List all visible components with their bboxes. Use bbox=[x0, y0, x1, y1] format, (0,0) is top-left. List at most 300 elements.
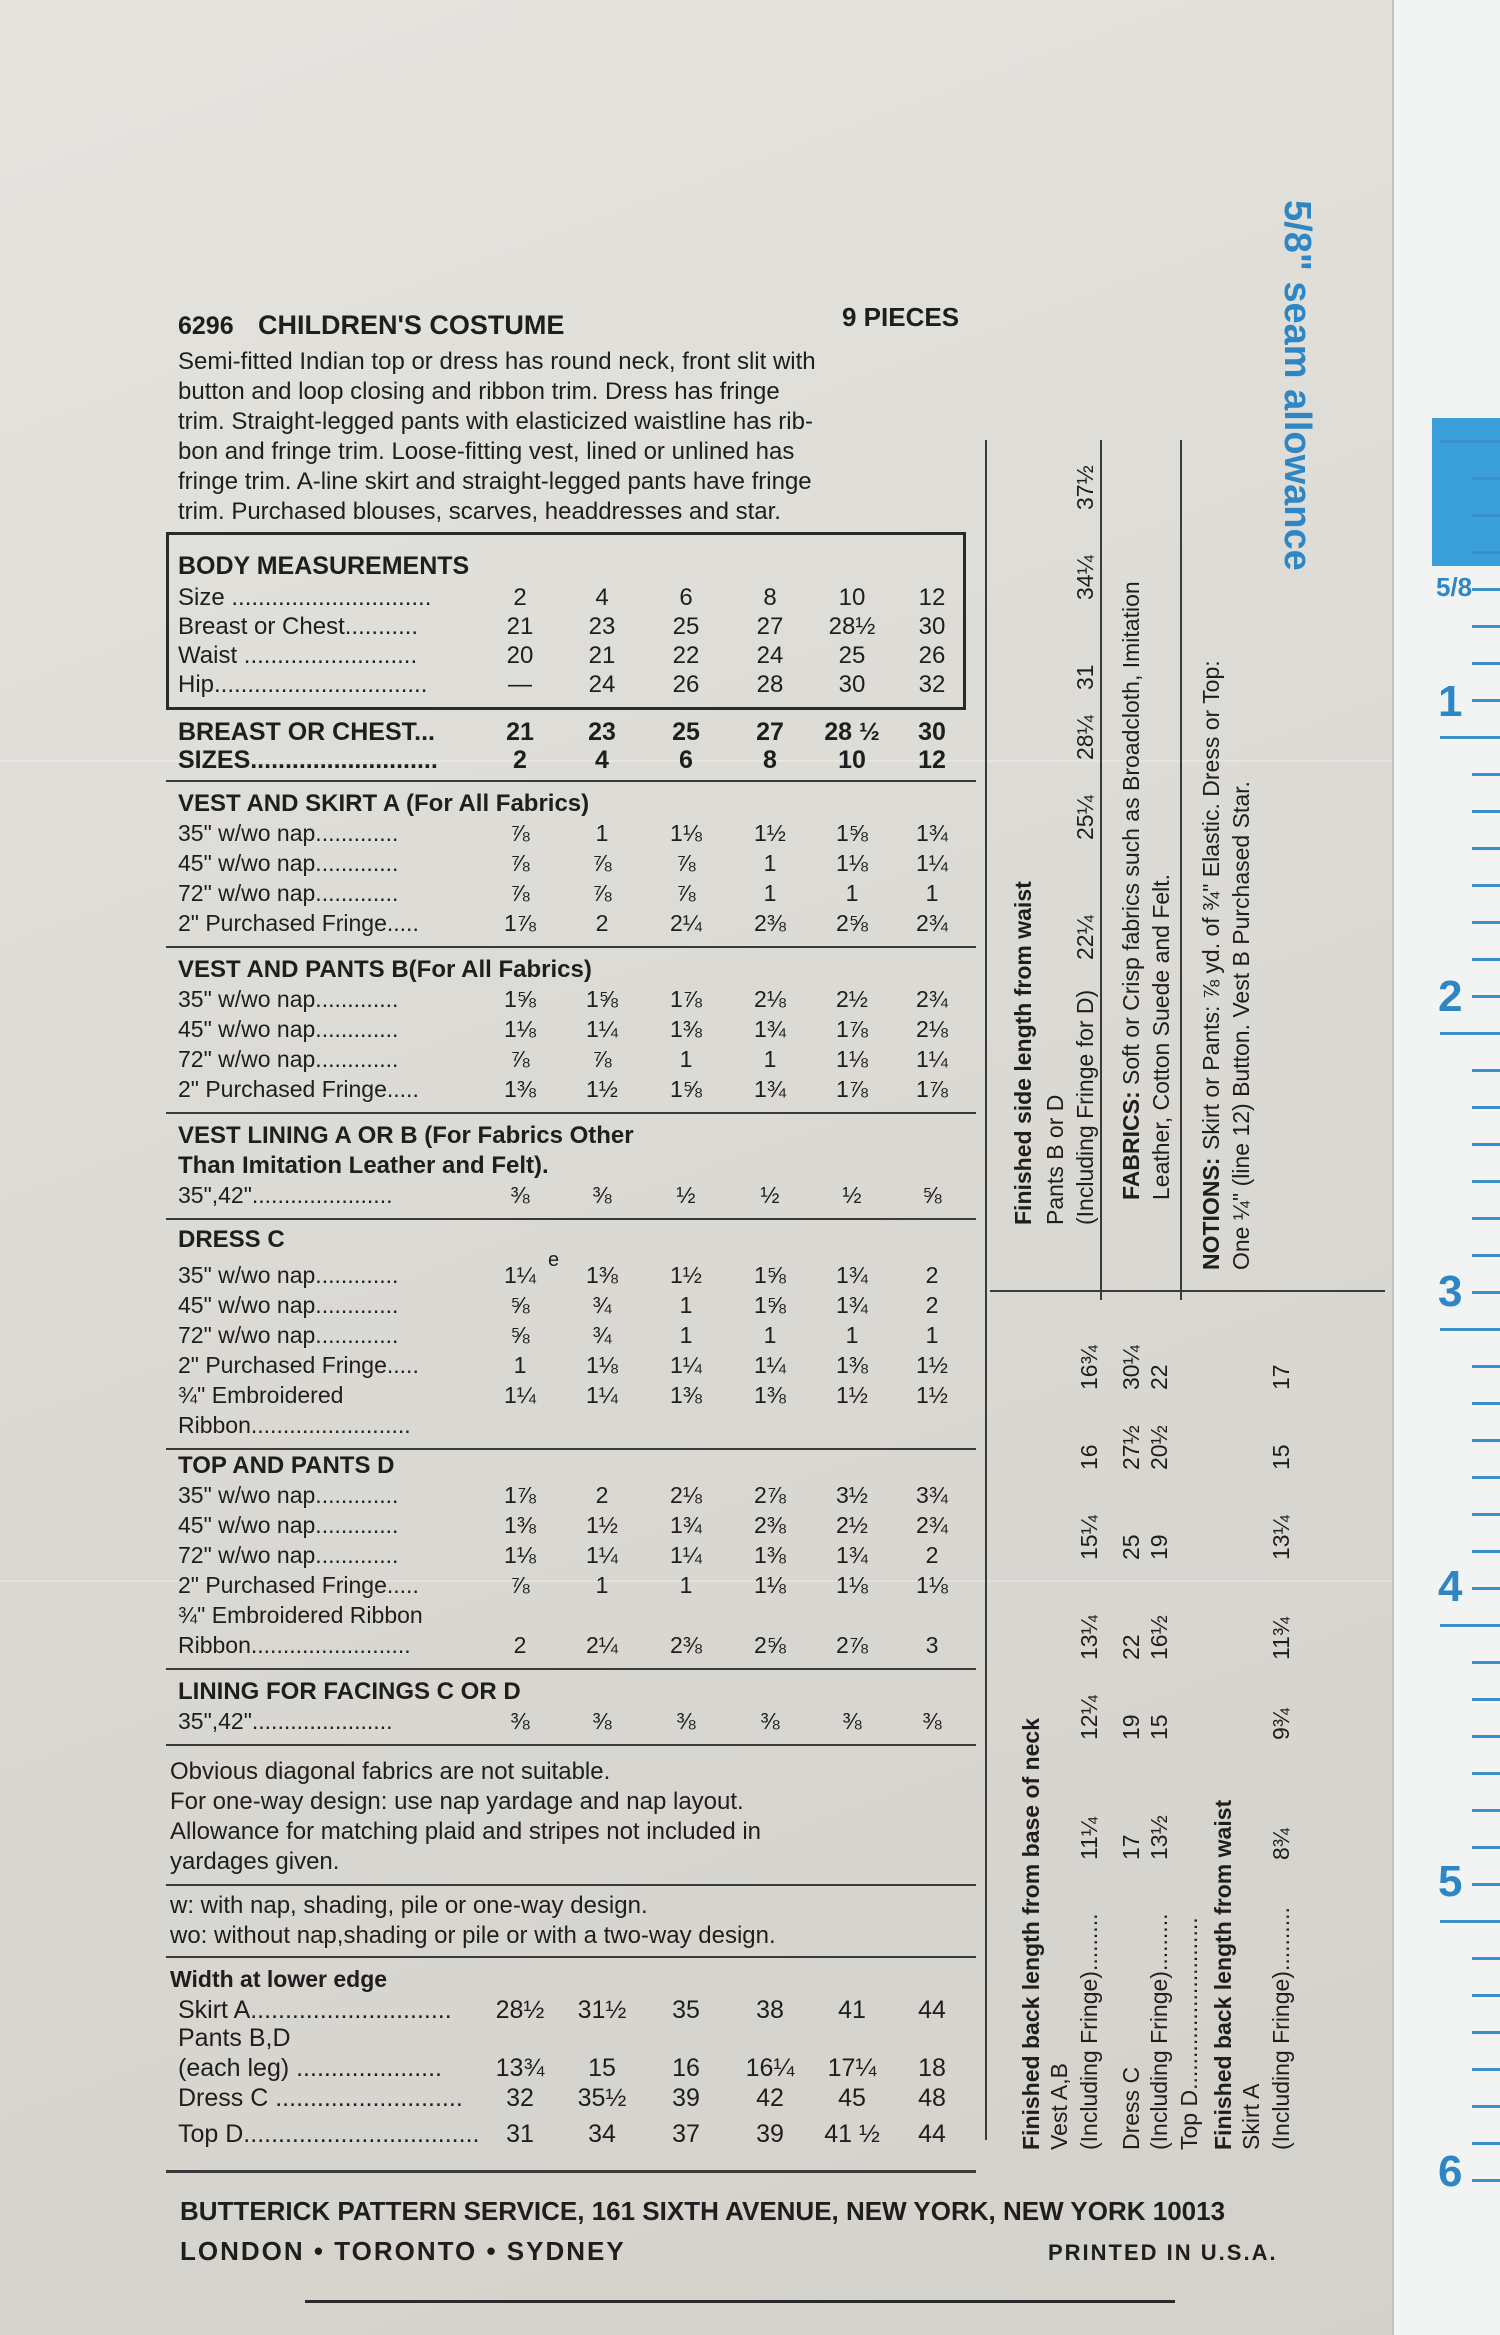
ruler-tick bbox=[1472, 921, 1500, 924]
row-label: 35",42"...................... bbox=[178, 1708, 393, 1734]
skirt-value: 8¾ bbox=[1268, 1828, 1294, 1860]
vest-value: 13¼ bbox=[1076, 1615, 1102, 1660]
row-label: ¾" Embroidered bbox=[178, 1382, 344, 1408]
cell-value: ¾ bbox=[592, 1292, 612, 1318]
cell-value: 2⅜ bbox=[754, 1512, 786, 1538]
cell-value: ⅜ bbox=[760, 1708, 780, 1734]
cell-value: 31 bbox=[506, 2120, 534, 2148]
pants-value: 37½ bbox=[1072, 465, 1098, 510]
cell-value: 1¼ bbox=[504, 1262, 536, 1288]
ruler-tick bbox=[1472, 2031, 1500, 2034]
cell-value: 2 bbox=[513, 746, 527, 774]
cell-value: 1¼ bbox=[754, 1352, 786, 1378]
cell-value: ⅞ bbox=[676, 880, 696, 906]
cell-value: ⅝ bbox=[510, 1322, 530, 1348]
cell-value: 1½ bbox=[836, 1382, 868, 1408]
cell-value: 28½ bbox=[495, 1996, 545, 2024]
cell-value: ⅞ bbox=[510, 1046, 530, 1072]
cell-value: 25 bbox=[672, 613, 700, 640]
cell-value: 39 bbox=[756, 2120, 784, 2148]
ruler-tick bbox=[1472, 1772, 1500, 1775]
cell-value: 1⅜ bbox=[504, 1512, 536, 1538]
ruler-tick bbox=[1472, 773, 1500, 776]
pants-value: 34¼ bbox=[1072, 555, 1098, 600]
cell-value: 13¾ bbox=[495, 2054, 545, 2082]
cell-value: 1⅜ bbox=[670, 1382, 702, 1408]
footer-rule bbox=[166, 2170, 976, 2173]
skirt-value: 15 bbox=[1268, 1444, 1294, 1470]
cell-value: ⅞ bbox=[592, 880, 612, 906]
side-waist-title: Finished side length from waist bbox=[1010, 881, 1036, 1225]
section-title: DRESS C bbox=[178, 1226, 285, 1253]
ruler-tick bbox=[1472, 625, 1500, 628]
cell-value: ⅜ bbox=[842, 1708, 862, 1734]
cell-value: 1¼ bbox=[586, 1382, 618, 1408]
cell-value: 1 bbox=[513, 1352, 527, 1378]
cell-value: 1⅞ bbox=[504, 1482, 536, 1508]
cell-value: 2¾ bbox=[916, 986, 948, 1012]
ruler-tick bbox=[1472, 1143, 1500, 1146]
cell-value: 28 ½ bbox=[824, 718, 880, 746]
ruler-tick bbox=[1472, 588, 1500, 591]
skirt-sub: (Including Fringe).......... bbox=[1268, 1907, 1294, 2150]
description-line: button and loop closing and ribbon trim. Dress has fringe bbox=[178, 378, 780, 405]
panel-divider bbox=[985, 440, 987, 2140]
cell-value: 1⅛ bbox=[586, 1352, 618, 1378]
cell-value: 1⅜ bbox=[670, 1016, 702, 1042]
cell-value: 1 bbox=[925, 880, 939, 906]
cell-value: 1 bbox=[679, 1572, 693, 1598]
pants-value: 28¼ bbox=[1072, 715, 1098, 760]
ruler-tick bbox=[1472, 2068, 1500, 2071]
ruler-tick bbox=[1472, 477, 1500, 480]
ruler-number-6: 6 bbox=[1438, 2147, 1463, 2196]
ruler-tick bbox=[1472, 1476, 1500, 1479]
row-label: 35" w/wo nap............. bbox=[178, 1482, 399, 1508]
cell-value: 8 bbox=[763, 746, 777, 774]
cell-value: 44 bbox=[918, 2120, 946, 2148]
section-rule bbox=[166, 780, 976, 782]
section-title: TOP AND PANTS D bbox=[178, 1452, 395, 1479]
cell-value: ⅞ bbox=[510, 1572, 530, 1598]
cell-value: 2 bbox=[513, 1632, 527, 1658]
cell-value: 1⅞ bbox=[916, 1076, 948, 1102]
cell-value: 10 bbox=[838, 584, 866, 611]
cell-value: 1⅜ bbox=[836, 1352, 868, 1378]
ruler-tick bbox=[1440, 736, 1500, 739]
row-label: Pants B,D bbox=[178, 2024, 291, 2052]
cell-value: 2 bbox=[925, 1262, 939, 1288]
cell-value: 1¾ bbox=[916, 820, 948, 846]
cell-value: 15 bbox=[588, 2054, 616, 2082]
row-label: Dress C ........................... bbox=[178, 2084, 463, 2112]
notions-text1: Skirt or Pants: ⅞ yd. of ¾" Elastic. Dress or Top: bbox=[1198, 660, 1224, 1150]
ruler-number-4: 4 bbox=[1438, 1562, 1463, 1611]
ruler-tick bbox=[1440, 1624, 1500, 1627]
cell-value: 2½ bbox=[836, 986, 868, 1012]
cell-value: 1⅛ bbox=[836, 1046, 868, 1072]
row-label: 45" w/wo nap............. bbox=[178, 1512, 399, 1538]
cell-value: ⅝ bbox=[922, 1182, 942, 1208]
cell-value: 35 bbox=[672, 1996, 700, 2024]
cell-value: 1 bbox=[763, 1046, 777, 1072]
cell-value: 2⅝ bbox=[836, 910, 868, 936]
section-title: VEST AND SKIRT A (For All Fabrics) bbox=[178, 790, 590, 817]
cell-value: ⅞ bbox=[510, 850, 530, 876]
cell-value: 1 bbox=[925, 1322, 939, 1348]
ruler-number-1: 1 bbox=[1438, 677, 1463, 726]
ruler-tick bbox=[1472, 551, 1500, 554]
cell-value: 1 bbox=[845, 1322, 859, 1348]
dress-value: 22 bbox=[1118, 1634, 1144, 1660]
description-line: fringe trim. A-line skirt and straight-legged pants have fringe bbox=[178, 468, 812, 495]
ruler-tick bbox=[1472, 1291, 1500, 1294]
cell-value: 1⅝ bbox=[836, 820, 868, 846]
cell-value: 1 bbox=[595, 820, 609, 846]
cell-value: 1¾ bbox=[836, 1262, 868, 1288]
cell-value: ⅜ bbox=[592, 1182, 612, 1208]
dress-value: 27½ bbox=[1118, 1425, 1144, 1470]
note-line: yardages given. bbox=[170, 1848, 340, 1875]
wle-title: Width at lower edge bbox=[170, 1966, 388, 1992]
section-rule bbox=[166, 1744, 976, 1746]
cell-value: 1½ bbox=[670, 1262, 702, 1288]
footer-printed: PRINTED IN U.S.A. bbox=[1048, 2240, 1278, 2265]
cell-value: 27 bbox=[756, 718, 784, 746]
cell-value: 1⅛ bbox=[670, 820, 702, 846]
note-line: For one-way design: use nap yardage and nap layout. bbox=[170, 1788, 744, 1815]
note-line: Allowance for matching plaid and stripes not included in bbox=[170, 1818, 762, 1845]
cell-value: ⅜ bbox=[510, 1182, 530, 1208]
footer-address: BUTTERICK PATTERN SERVICE, 161 SIXTH AVENUE, NEW YORK, NEW YORK 10013 bbox=[180, 2196, 1226, 2226]
cell-value: 1⅝ bbox=[754, 1262, 786, 1288]
section-title: VEST LINING A OR B (For Fabrics Other bbox=[178, 1122, 634, 1149]
ruler-tick bbox=[1472, 1254, 1500, 1257]
cell-value: 1⅞ bbox=[670, 986, 702, 1012]
section-rule bbox=[166, 1218, 976, 1220]
row-label: 2" Purchased Fringe..... bbox=[178, 1572, 419, 1598]
row-label: (each leg) ..................... bbox=[178, 2054, 442, 2082]
cell-value: 2¼ bbox=[670, 910, 702, 936]
pants-value: 31 bbox=[1072, 664, 1098, 690]
cell-value: 24 bbox=[588, 671, 616, 698]
cell-value: 2 bbox=[595, 1482, 609, 1508]
row-label: 72" w/wo nap............. bbox=[178, 1046, 399, 1072]
cell-value: 30 bbox=[838, 671, 866, 698]
row-label: 45" w/wo nap............. bbox=[178, 1016, 399, 1042]
cell-value: 41 ½ bbox=[824, 2120, 880, 2148]
ruler-tick bbox=[1472, 1957, 1500, 1960]
cell-value: 1 bbox=[679, 1322, 693, 1348]
notes-rule bbox=[166, 1956, 976, 1958]
side-rule bbox=[990, 1290, 1385, 1292]
top-value: 20½ bbox=[1146, 1425, 1172, 1470]
cell-value: ¾ bbox=[592, 1322, 612, 1348]
skirt-value: 11¾ bbox=[1268, 1616, 1294, 1660]
cell-value: 1⅜ bbox=[504, 1076, 536, 1102]
section-subtitle: Than Imitation Leather and Felt). bbox=[178, 1152, 549, 1179]
cell-value: 1⅛ bbox=[754, 1572, 786, 1598]
cell-value: 2⅞ bbox=[836, 1632, 868, 1658]
dress-sub: (Including Fringe)......... bbox=[1146, 1913, 1172, 2150]
dress-value: 30¼ bbox=[1118, 1345, 1144, 1390]
cell-value: ⅞ bbox=[592, 1046, 612, 1072]
fabrics-text2: Leather, Cotton Suede and Felt. bbox=[1148, 873, 1174, 1200]
pants-value: 25¼ bbox=[1072, 795, 1098, 840]
seam-allowance-label: 5/8" seam allowance bbox=[1276, 200, 1318, 571]
cell-value: 34 bbox=[588, 2120, 616, 2148]
cell-value: ½ bbox=[676, 1182, 696, 1208]
pattern-pieces: 9 PIECES bbox=[842, 302, 960, 332]
cell-value: 2⅝ bbox=[754, 1632, 786, 1658]
cell-value: 25 bbox=[838, 642, 866, 669]
cell-value: 32 bbox=[506, 2084, 534, 2112]
cell-value: 45 bbox=[838, 2084, 866, 2112]
ruler-tick bbox=[1440, 1032, 1500, 1035]
ruler-tick bbox=[1472, 1513, 1500, 1516]
section-title: VEST AND PANTS B(For All Fabrics) bbox=[178, 956, 592, 983]
cell-value: 18 bbox=[918, 2054, 946, 2082]
top-label: Top D........................... bbox=[1176, 1917, 1202, 2150]
cell-value: ⅞ bbox=[510, 820, 530, 846]
ruler-tick bbox=[1472, 1180, 1500, 1183]
row-label: 35" w/wo nap............. bbox=[178, 986, 399, 1012]
row-label: Hip................................ bbox=[178, 671, 428, 698]
fabrics-text1: Soft or Crisp fabrics such as Broadcloth, Imitation bbox=[1118, 581, 1144, 1085]
vest-value: 16¾ bbox=[1076, 1345, 1102, 1390]
ruler-tick bbox=[1472, 1439, 1500, 1442]
cell-value: 1¼ bbox=[586, 1016, 618, 1042]
cell-value: 24 bbox=[756, 642, 784, 669]
cell-value: 1⅞ bbox=[836, 1016, 868, 1042]
cell-value: 1⅝ bbox=[670, 1076, 702, 1102]
cell-value: 1⅜ bbox=[754, 1382, 786, 1408]
row-label: Skirt A............................. bbox=[178, 1996, 452, 2024]
ruler-tick bbox=[1440, 440, 1500, 443]
cell-value: 3¾ bbox=[916, 1482, 948, 1508]
cell-value: 2⅛ bbox=[916, 1016, 948, 1042]
section-title: LINING FOR FACINGS C OR D bbox=[178, 1678, 521, 1705]
dress-value: 17 bbox=[1118, 1834, 1144, 1860]
cell-value: 21 bbox=[506, 718, 534, 746]
cell-value: ⅜ bbox=[922, 1708, 942, 1734]
row-label: 35" w/wo nap............. bbox=[178, 820, 399, 846]
ruler-tick bbox=[1472, 810, 1500, 813]
notes-rule bbox=[166, 1884, 976, 1886]
ruler-tick bbox=[1472, 2179, 1500, 2182]
vest-value: 12¼ bbox=[1076, 1695, 1102, 1740]
row-label: 45" w/wo nap............. bbox=[178, 850, 399, 876]
top-value: 19 bbox=[1146, 1534, 1172, 1560]
cell-value: 42 bbox=[756, 2084, 784, 2112]
cell-value: 1 bbox=[763, 880, 777, 906]
cell-value: ⅞ bbox=[510, 880, 530, 906]
ruler-tick bbox=[1472, 514, 1500, 517]
cell-value: 4 bbox=[595, 746, 609, 774]
cell-value: ½ bbox=[842, 1182, 862, 1208]
row-label: 72" w/wo nap............. bbox=[178, 1542, 399, 1568]
ruler-band-label: 5/8 bbox=[1436, 572, 1473, 602]
cell-value: 27 bbox=[756, 613, 784, 640]
cell-value: 1⅛ bbox=[836, 1572, 868, 1598]
ruler-tick bbox=[1472, 1402, 1500, 1405]
ruler-tick bbox=[1472, 1846, 1500, 1849]
cell-value: ⅞ bbox=[676, 850, 696, 876]
dress-value: 25 bbox=[1118, 1534, 1144, 1560]
cell-value: 1⅛ bbox=[836, 850, 868, 876]
row-label: Ribbon......................... bbox=[178, 1632, 411, 1658]
ruler-tick bbox=[1472, 2105, 1500, 2108]
ruler-tick bbox=[1472, 1217, 1500, 1220]
cell-value: 8 bbox=[763, 584, 777, 611]
cell-value: 23 bbox=[588, 718, 616, 746]
cell-value: 3 bbox=[925, 1632, 939, 1658]
ruler-tick bbox=[1472, 1106, 1500, 1109]
top-value: 22 bbox=[1146, 1364, 1172, 1390]
cell-value: 1½ bbox=[916, 1352, 948, 1378]
cell-value: 3½ bbox=[836, 1482, 868, 1508]
cell-value: 38 bbox=[756, 1996, 784, 2024]
section-rule bbox=[166, 1668, 976, 1670]
cell-value: 16¼ bbox=[745, 2054, 795, 2082]
cell-value: 2⅛ bbox=[754, 986, 786, 1012]
cell-value: 1¼ bbox=[504, 1382, 536, 1408]
cell-value: 1½ bbox=[586, 1512, 618, 1538]
ruler-tick bbox=[1472, 1365, 1500, 1368]
row-label: Size .............................. bbox=[178, 584, 432, 611]
cell-value: 1¾ bbox=[754, 1016, 786, 1042]
cell-value: 2½ bbox=[836, 1512, 868, 1538]
side-divider-1 bbox=[1100, 440, 1102, 1300]
cell-value: 2 bbox=[925, 1292, 939, 1318]
ruler-tick bbox=[1472, 699, 1500, 702]
cell-value: 2⅛ bbox=[670, 1482, 702, 1508]
top-value: 13½ bbox=[1146, 1815, 1172, 1860]
ruler-number-5: 5 bbox=[1438, 1857, 1463, 1906]
vest-value: 11¼ bbox=[1076, 1816, 1102, 1860]
skirt-value: 13¼ bbox=[1268, 1515, 1294, 1560]
back-waist-title: Finished back length from waist bbox=[1210, 1799, 1236, 2150]
dress-value: 19 bbox=[1118, 1714, 1144, 1740]
cell-value: ⅝ bbox=[510, 1292, 530, 1318]
cell-value: 1⅝ bbox=[586, 986, 618, 1012]
cell-value: 26 bbox=[672, 671, 700, 698]
vest-label: Vest A,B bbox=[1046, 2063, 1072, 2150]
row-label: 45" w/wo nap............. bbox=[178, 1292, 399, 1318]
cell-value: 16 bbox=[672, 2054, 700, 2082]
cell-value: — bbox=[508, 671, 532, 698]
ruler-tick bbox=[1472, 884, 1500, 887]
vest-sub: (Including Fringe)......... bbox=[1076, 1913, 1102, 2150]
pants-sub: (Including Fringe for D) bbox=[1072, 989, 1098, 1225]
cell-value: 30 bbox=[918, 613, 946, 640]
row-label: 35" w/wo nap............. bbox=[178, 1262, 399, 1288]
note-line: Obvious diagonal fabrics are not suitable. bbox=[170, 1758, 611, 1785]
cell-value: ⅞ bbox=[592, 850, 612, 876]
dress-label: Dress C bbox=[1118, 2066, 1144, 2150]
cell-value: 44 bbox=[918, 1996, 946, 2024]
cell-value: 1½ bbox=[754, 820, 786, 846]
cell-value: 1⅛ bbox=[916, 1572, 948, 1598]
section-rule bbox=[166, 1112, 976, 1114]
legend-line: wo: without nap,shading or pile or with a two-way design. bbox=[170, 1922, 776, 1949]
cell-value: 6 bbox=[679, 584, 693, 611]
cell-value: 32 bbox=[918, 671, 946, 698]
ruler-tick bbox=[1472, 995, 1500, 998]
ruler-number-2: 2 bbox=[1438, 972, 1463, 1021]
pattern-title: CHILDREN'S COSTUME bbox=[258, 310, 565, 340]
vest-value: 15¼ bbox=[1076, 1515, 1102, 1560]
description-line: bon and fringe trim. Loose-fitting vest, lined or unlined has bbox=[178, 438, 795, 465]
row-label: SIZES........................... bbox=[178, 746, 438, 774]
cell-value: 12 bbox=[918, 746, 946, 774]
row-label: BREAST OR CHEST... bbox=[178, 718, 435, 746]
ruler-tick bbox=[1472, 1587, 1500, 1590]
ruler-strip bbox=[1392, 0, 1500, 2335]
cell-value: 1⅜ bbox=[586, 1262, 618, 1288]
cell-value: 2 bbox=[513, 584, 527, 611]
cell-value: ½ bbox=[760, 1182, 780, 1208]
cell-value: ⅜ bbox=[510, 1708, 530, 1734]
cell-value: 1¼ bbox=[916, 850, 948, 876]
cell-value: 1 bbox=[763, 850, 777, 876]
ruler-tick bbox=[1472, 1550, 1500, 1553]
ruler-tick bbox=[1472, 1994, 1500, 1997]
cell-value: 1¼ bbox=[670, 1542, 702, 1568]
cell-value: 1⅞ bbox=[504, 910, 536, 936]
skirt-value: 9¾ bbox=[1268, 1708, 1294, 1740]
cell-value: 21 bbox=[588, 642, 616, 669]
cell-value: 2 bbox=[925, 1542, 939, 1568]
cell-value: 2¾ bbox=[916, 1512, 948, 1538]
row-label: 2" Purchased Fringe..... bbox=[178, 1076, 419, 1102]
cell-value: 2⅞ bbox=[754, 1482, 786, 1508]
cell-value: 1¾ bbox=[836, 1292, 868, 1318]
notions-label: NOTIONS: bbox=[1198, 1157, 1224, 1270]
ruler-tick bbox=[1472, 1661, 1500, 1664]
row-label: Breast or Chest........... bbox=[178, 613, 419, 640]
cell-value: 37 bbox=[672, 2120, 700, 2148]
description-line: trim. Straight-legged pants with elasticized waistline has rib- bbox=[178, 408, 813, 435]
cell-value: 12 bbox=[918, 584, 946, 611]
cell-value: 31½ bbox=[577, 1996, 627, 2024]
row-label: Top D.................................. bbox=[178, 2120, 480, 2148]
cell-value: 39 bbox=[672, 2084, 700, 2112]
notions-text2: One ¼" (line 12) Button. Vest B Purchased Star. bbox=[1228, 781, 1254, 1270]
row-label: 2" Purchased Fringe..... bbox=[178, 1352, 419, 1378]
ruler-tick bbox=[1472, 847, 1500, 850]
ruler-tick bbox=[1472, 1809, 1500, 1812]
ruler-tick bbox=[1440, 1328, 1500, 1331]
fabrics-label: FABRICS: bbox=[1118, 1091, 1144, 1200]
cell-value: 1⅜ bbox=[754, 1542, 786, 1568]
cell-value: 1½ bbox=[586, 1076, 618, 1102]
row-label: ¾" Embroidered Ribbon bbox=[178, 1602, 423, 1628]
cell-value: 1 bbox=[763, 1322, 777, 1348]
ruler-tick bbox=[1440, 1920, 1500, 1923]
cell-value: 20 bbox=[506, 642, 534, 669]
cell-value: 1 bbox=[595, 1572, 609, 1598]
cell-value: 1⅝ bbox=[754, 1292, 786, 1318]
section-note: e bbox=[548, 1249, 560, 1271]
cell-value: 23 bbox=[588, 613, 616, 640]
cell-value: 1¼ bbox=[916, 1046, 948, 1072]
legend-line: w: with nap, shading, pile or one-way design. bbox=[170, 1892, 648, 1919]
cell-value: 1 bbox=[679, 1292, 693, 1318]
top-value: 15 bbox=[1146, 1714, 1172, 1740]
row-label: Waist .......................... bbox=[178, 642, 418, 669]
row-label: Ribbon......................... bbox=[178, 1412, 411, 1438]
